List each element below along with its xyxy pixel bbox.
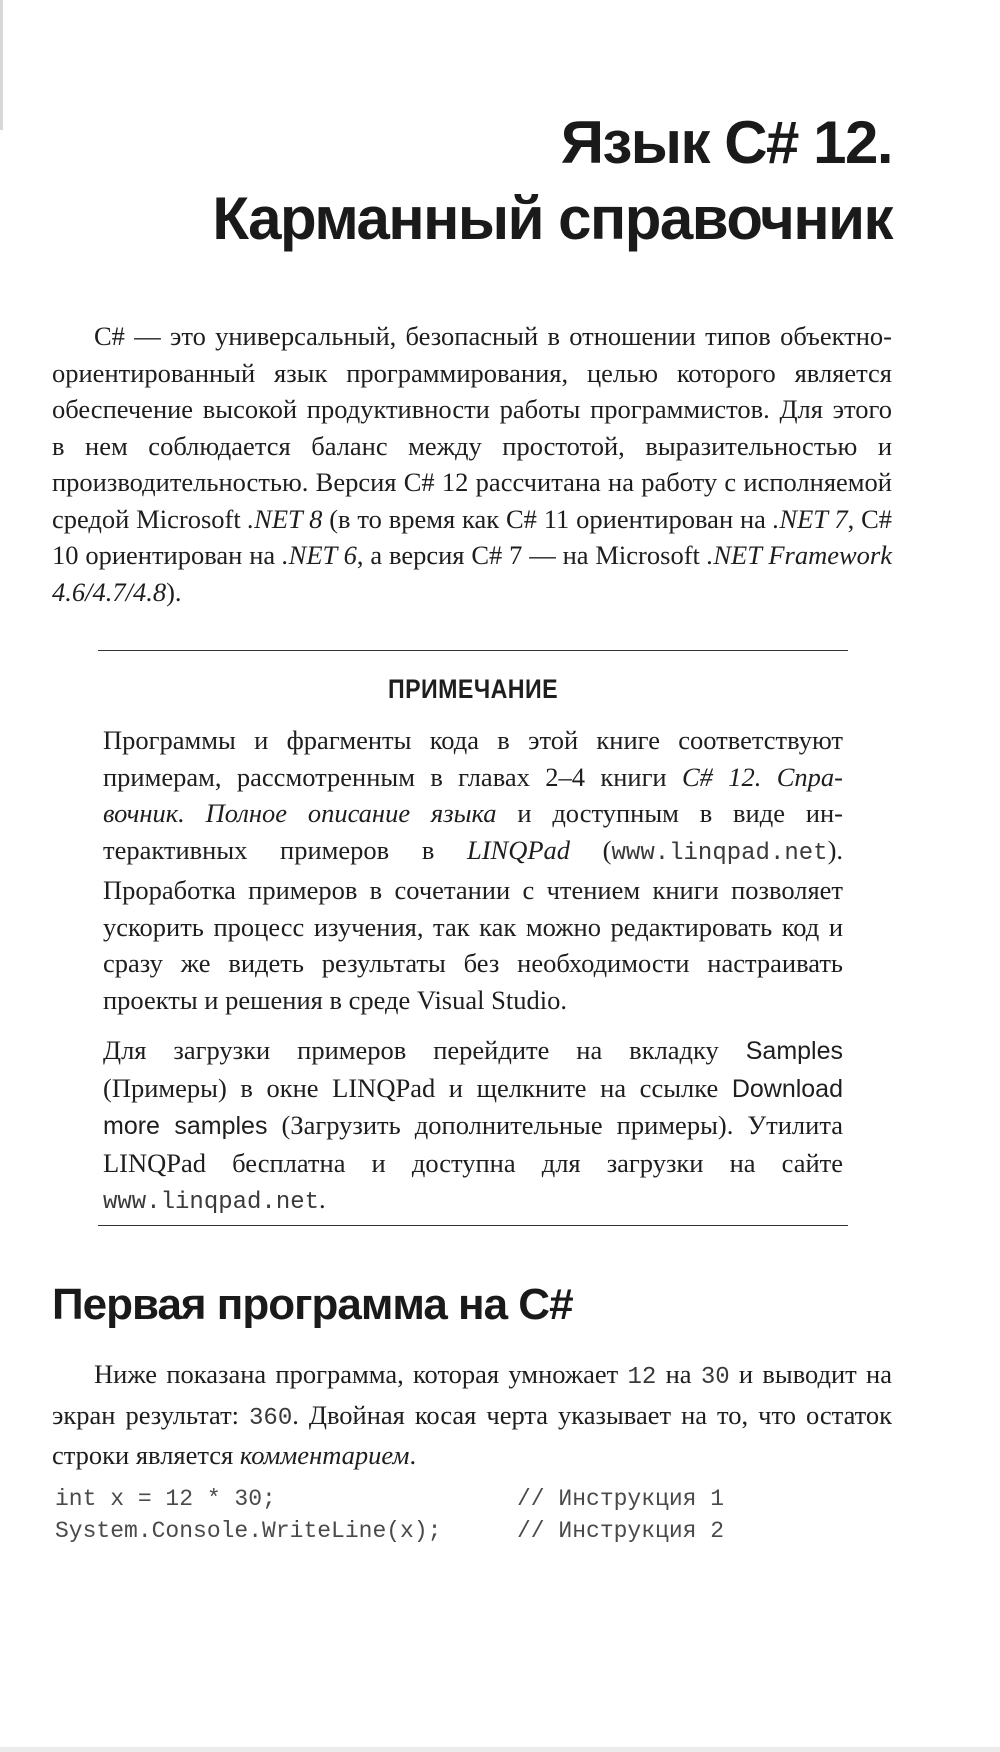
program-paragraph — [52, 1356, 892, 1474]
intro-text-2: (в то время как C# 11 ориентирован на — [322, 503, 773, 534]
section-heading: Первая программа на C# — [52, 1280, 573, 1329]
note1-text-3: ( — [570, 834, 612, 865]
note2-samples-tab: Samples — [745, 1037, 843, 1065]
intro-text-3: , C# 10 ориентирован на — [52, 503, 893, 570]
code-statement: int x = 12 * 30; — [55, 1486, 276, 1512]
note2-text-3: (Загрузить дополнительные примеры). Утилита LINQPad бесплатна и доступна для загрузки на сайте — [103, 1110, 844, 1178]
intro-text-4: , а версия C# 7 — на Microsoft — [356, 540, 707, 570]
intro-net7: .NET 7 — [772, 503, 848, 534]
note1-book-title: C# 12. Справочник. Полное описание языка — [103, 761, 843, 828]
intro-text-1: C# — это универсальный, безопасный в отношении типов объектно-ориентированный язык программирования, целью которого является обеспечение высокой продуктивности работы программистов. Для этого в нем соблюдается баланс между простотой, выразительностью и производительностью. Версия C# 12 рассчитана на работу с исполняемой средой Microsoft — [52, 321, 892, 534]
note1-text-2: и доступным в виде интерактивных примеров в — [103, 798, 843, 865]
intro-net8: .NET 8 — [247, 503, 323, 534]
code-comment: // Инструкция 2 — [517, 1518, 725, 1544]
program-num-360: 360 — [249, 1404, 293, 1432]
note2-download-link: Download more samples — [103, 1074, 843, 1140]
page-edge-shadow — [0, 0, 3, 130]
page-bottom-edge — [0, 1747, 1000, 1752]
chapter-title — [212, 105, 892, 257]
code-listing — [55, 1483, 725, 1547]
code-comment: // Инструкция 1 — [517, 1486, 725, 1512]
note-bottom-rule — [98, 1225, 848, 1226]
note-heading: ПРИМЕЧАНИЕ — [387, 674, 559, 704]
program-num-12: 12 — [627, 1364, 657, 1391]
note2-text-4: . — [319, 1184, 326, 1214]
note2-url: www.linqpad.net — [103, 1189, 320, 1216]
note2-text-2: (Примеры) в окне LINQPad и щелкните на ссылке — [103, 1072, 732, 1103]
program-num-30: 30 — [700, 1364, 730, 1391]
intro-net-framework: .NET Framework 4.6/4.7/4.8 — [52, 540, 892, 607]
intro-net6: .NET 6 — [282, 540, 357, 570]
note-paragraph-1 — [103, 722, 843, 1018]
note1-linqpad: LINQPad — [466, 834, 571, 865]
program-comment-word: комментарием — [239, 1440, 410, 1470]
note-top-rule — [98, 650, 848, 651]
intro-text-5: ). — [166, 576, 182, 607]
note1-url: www.linqpad.net — [611, 839, 828, 867]
code-statement: System.Console.WriteLine(x); — [55, 1518, 442, 1544]
program-text-3: и выводит на экран результат: — [52, 1359, 892, 1430]
note-paragraph-2 — [103, 1032, 843, 1222]
note2-text-1: Для загрузки примеров перейдите на вкладку — [103, 1035, 746, 1065]
chapter-title-line-2: Карманный справочник — [212, 185, 892, 252]
chapter-title-line-1: Язык C# 12. — [560, 109, 892, 176]
code-line-1 — [55, 1483, 725, 1515]
program-text-4: . Двойная косая черта указывает на то, что остаток строки является — [52, 1399, 892, 1470]
program-text-5: . — [409, 1440, 417, 1470]
intro-paragraph — [52, 318, 892, 610]
note1-text-4: ). Проработка примеров в сочетании с чтением книги позволяет ускорить процесс изучения, так как можно редактировать код и сразу же видеть результаты без необходимости настраивать проекты и решения в среде Visual Studio. — [103, 834, 844, 1015]
code-line-2 — [55, 1515, 725, 1547]
note1-text-1: Программы и фрагменты кода в этой книге соответствуют примерам, рассмотренным в главах 2–4 книги — [103, 725, 843, 792]
program-text-2: на — [656, 1359, 701, 1389]
program-text-1: Ниже показана программа, которая умножает — [94, 1359, 628, 1389]
